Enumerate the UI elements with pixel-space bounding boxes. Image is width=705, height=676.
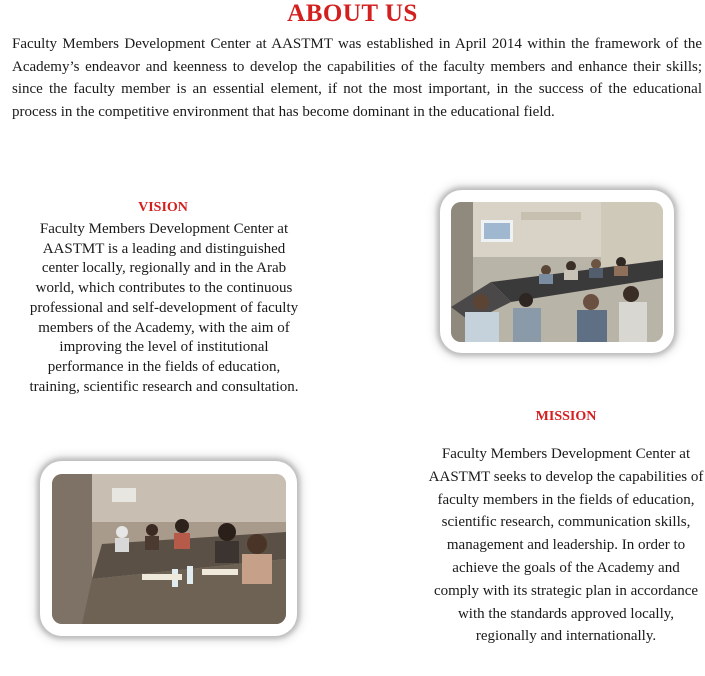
vision-heading: VISION <box>138 200 188 215</box>
workshop-photo-bottom <box>52 474 286 624</box>
workshop-photo-top <box>451 202 663 342</box>
vision-text: Faculty Members Development Center at AASTMT is a leading and distinguished center locally, regionally and in the Arab world, which contributes to the continuous professional and self-development of faculty members of the Academy, with the aim of improving the level of institutional performance in the fields of education, training, scientific research and consultation. <box>29 221 299 395</box>
mission-heading: MISSION <box>535 409 597 424</box>
mission-text: Faculty Members Development Center at AASTMT seeks to develop the capabilities of faculty members in the fields of education, scientific research, communication skills, management and leadership. In order to achieve the goals of the Academy and comply with its strategic plan in accordance with the standards approved locally, regionally and internationally. <box>428 446 704 645</box>
intro-paragraph: Faculty Members Development Center at AASTMT was established in April 2014 within the framework of the Academy’s endeavor and keenness to develop the capabilities of the faculty members and enhance their skills; since the faculty member is an essential element, if not the most important, in the success of the educational process in the competitive environment that has become dominant in the educational field. <box>12 36 702 120</box>
page-title: ABOUT US <box>287 0 418 27</box>
workshop-photo-frame-bottom <box>40 461 297 636</box>
workshop-photo-frame-top <box>440 190 674 353</box>
